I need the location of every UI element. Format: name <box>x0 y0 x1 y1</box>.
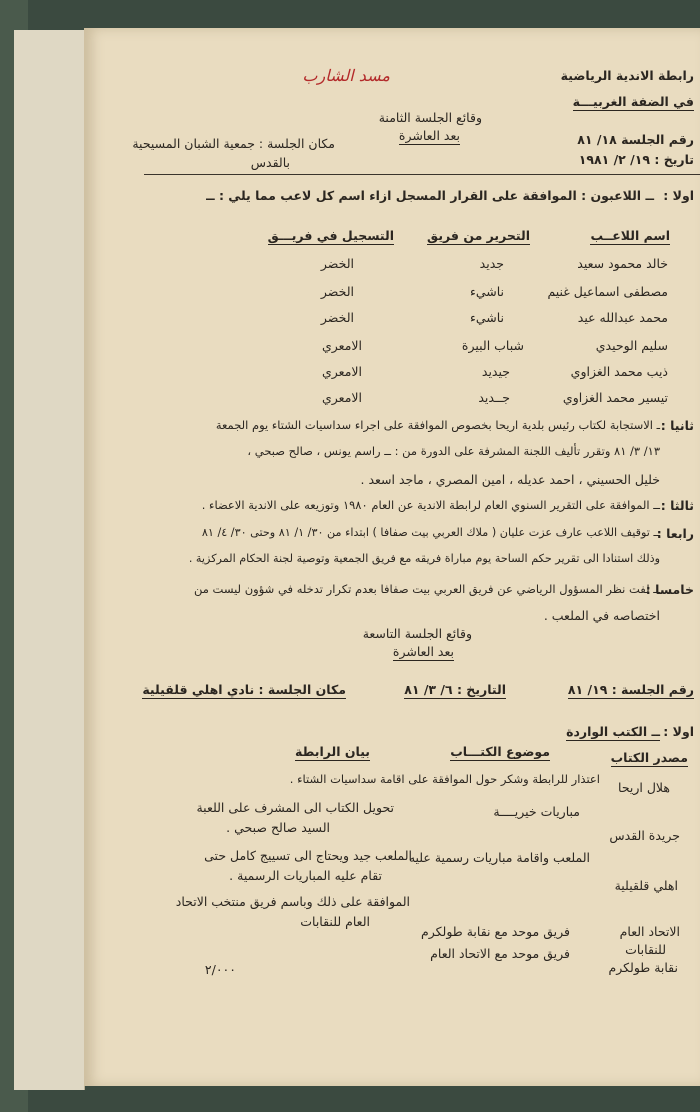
letter-source: جريدة القدس <box>609 828 680 843</box>
previous-page-edge <box>14 30 85 1090</box>
letters-header-source: مصدر الكتاب <box>610 750 688 765</box>
session8-place-city: بالقدس <box>250 155 290 170</box>
org-region: في الضفة الغربيـــة <box>572 94 694 109</box>
table-row: محمد عبدالله عيد <box>577 310 668 325</box>
players-header-release: التحرير من فريق <box>427 228 530 243</box>
letter-statement: العام للنقابات <box>300 914 370 929</box>
letter-subject: فريق موحد مع نقابة طولكرم <box>420 924 570 939</box>
session9-title: وقائع الجلسة التاسعة <box>362 626 472 641</box>
table-cell: الامعري <box>321 338 362 353</box>
header-divider <box>144 174 700 175</box>
letter-statement: الملعب جيد ويحتاج الى تسييج كامل حتى <box>204 848 412 863</box>
letter-source: الاتحاد العام <box>619 924 680 939</box>
letter-statement: تقام عليه المباريات الرسمية . <box>229 868 382 883</box>
item4-label: رابعا : <box>656 526 694 541</box>
letters-header-subject: موضوع الكتـــاب <box>450 744 550 759</box>
table-cell: الامعري <box>321 390 362 405</box>
item3-label: ثالثا : <box>660 498 694 513</box>
org-name: رابطة الاندية الرياضية <box>560 68 694 83</box>
table-row: خالد محمود سعيد <box>577 256 668 271</box>
letters-header-statement: بيان الرابطة <box>295 744 370 759</box>
session9-place: مكان الجلسة : نادي اهلي قلقيلية <box>142 682 346 697</box>
session9-number: رقم الجلسة : ١٩/ ٨١ <box>567 682 694 697</box>
table-row: مصطفى اسماعيل غنيم <box>547 284 668 299</box>
letter-subject: اعتذار للرابطة وشكر حول الموافقة على اقامة سداسيات الشتاء . <box>289 772 600 786</box>
table-cell: الخضر <box>320 256 354 271</box>
table-cell: الامعري <box>321 364 362 379</box>
item5-label: خامسا : <box>645 582 694 597</box>
item3-text: ــ الموافقة على التقرير السنوي العام لرابطة الاندية عن العام ١٩٨٠ وتوزيعه على الاندية الاعضاء . <box>201 498 660 512</box>
item2-label: ثانيا : <box>660 418 694 433</box>
letter-subject: فريق موحد مع الاتحاد العام <box>430 946 570 961</box>
letter-source: نقابة طولكرم <box>608 960 678 975</box>
session9-date: التاريخ : ٦/ ٣/ ٨١ <box>404 682 506 697</box>
session8-number: رقم الجلسة ١٨/ ٨١ <box>577 132 694 147</box>
letter-subject: مباريات خيريــــة <box>493 804 580 819</box>
table-cell: شباب البيرة <box>461 338 524 353</box>
letter-statement: الموافقة على ذلك وباسم فريق منتخب الاتحاد <box>175 894 410 909</box>
session8-title: وقائع الجلسة الثامنة <box>378 110 482 125</box>
table-row: سليم الوحيدي <box>595 338 668 353</box>
players-header-register: التسجيل في فريـــق <box>267 228 394 243</box>
table-row: تيسير محمد الغزاوي <box>562 390 668 405</box>
item4-line2: وذلك استنادا الى تقرير حكم الساحة يوم مباراة فريقه مع فريق الجمعية وتوصية لجنة الحكام المركزية . <box>188 552 660 565</box>
letter-source: للنقابات <box>625 942 666 957</box>
document-page <box>84 28 700 1086</box>
letter-subject: الملعب واقامة مباريات رسمية عليه <box>408 850 590 865</box>
letter-statement: السيد صالح صبحي . <box>226 820 330 835</box>
letter-source: اهلي قلقيلية <box>614 878 678 893</box>
item5-line1: ــ لفت نظر المسؤول الرياضي عن فريق العربي بيت صفافا بعدم تكرار تدخله في شؤون ليست من <box>193 582 660 596</box>
item2-line2: ١٣/ ٣/ ٨١ وتقرر تأليف اللجنة المشرفة على الدورة من : ــ راسم يونس ، صالح صبحي ، <box>247 444 660 458</box>
players-header-name: اسم اللاعــب <box>590 228 670 243</box>
item1-text: ــ اللاعبون : الموافقة على القرار المسجل ازاء اسم كل لاعب مما يلي : ــ <box>206 188 654 203</box>
table-cell: الخضر <box>320 310 354 325</box>
table-cell: ناشيء <box>469 284 504 299</box>
table-row: ذيب محمد الغزاوي <box>570 364 668 379</box>
incoming-label: اولا : <box>663 724 694 739</box>
table-cell: ناشيء <box>469 310 504 325</box>
footer-code: ٢/٠٠٠ <box>204 962 236 977</box>
letter-statement: تحويل الكتاب الى المشرف على اللعبة <box>196 800 394 815</box>
table-cell: جديد <box>479 256 504 271</box>
table-cell: جــديد <box>478 390 510 405</box>
table-cell: جيديد <box>481 364 510 379</box>
session8-subtitle: بعد العاشرة <box>398 128 460 143</box>
handwritten-note: مسد الشارب <box>302 66 390 85</box>
session8-place: مكان الجلسة : جمعية الشبان المسيحية <box>132 136 335 151</box>
item4-line1: ــ توقيف اللاعب عارف عزت عليان ( ملاك العربي بيت صفافا ) ابتداء من ٣٠/ ١/ ٨١ وحتى ٣٠/ ٤/ ٨١ <box>201 526 660 539</box>
item5-line2: اختصاصه في الملعب . <box>543 608 660 623</box>
letter-source: هلال اريحا <box>618 780 670 795</box>
table-cell: الخضر <box>320 284 354 299</box>
item2-line1: ـ الاستجابة لكتاب رئيس بلدية اريحا بخصوص الموافقة على اجراء سداسيات الشتاء يوم الجمعة <box>215 418 660 432</box>
session8-date: تاريخ : ١٩/ ٢/ ١٩٨١ <box>578 152 694 167</box>
item1-label: اولا : <box>663 188 694 203</box>
session9-subtitle: بعد العاشرة <box>392 644 454 659</box>
item2-line3: خليل الحسيني ، احمد عديله ، امين المصري ، ماجد اسعد . <box>360 472 660 487</box>
incoming-title: ــ الكتب الواردة <box>566 724 660 739</box>
